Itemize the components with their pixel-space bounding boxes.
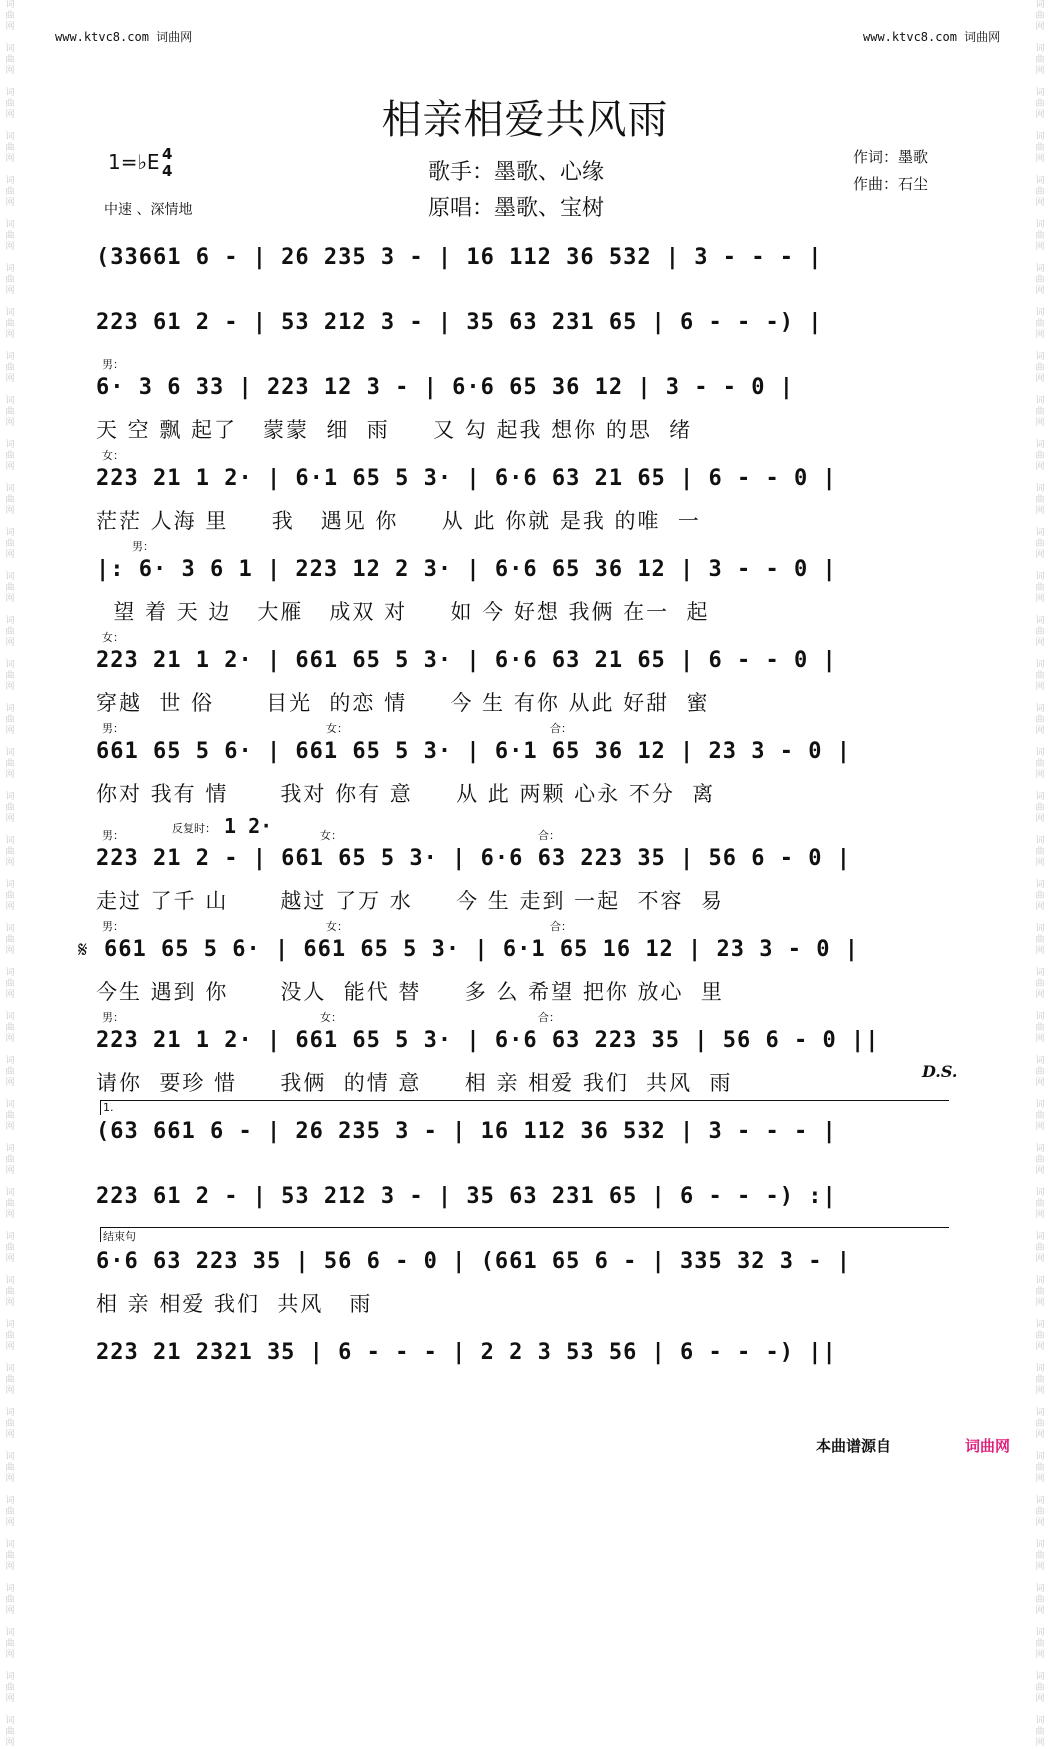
- ending-phrase-bracket: 结束句: [100, 1227, 949, 1242]
- chorus-part-tag: 合：: [550, 920, 572, 933]
- song-title: 相亲相爱共风雨: [381, 97, 669, 143]
- chorus-part-tag: 合：: [550, 722, 572, 735]
- score-row: 223 61 2 - | 53 212 3 - | 35 63 231 65 | 6 - - -) :|: [96, 1184, 837, 1209]
- chorus-part-tag: 合：: [538, 829, 560, 842]
- lyric-line: 你对 我有 情 我对 你有 意 从 此 两颗 心永 不分 离: [96, 782, 716, 806]
- lyric-line: 相 亲 相爱 我们 共风 雨: [96, 1292, 373, 1316]
- score-row: 223 21 1 2· | 661 65 5 3· | 6·6 63 223 35 | 56 6 - 0 ||: [96, 1028, 880, 1053]
- female-part-tag: 女：: [320, 1011, 342, 1024]
- score-row: (63 661 6 - | 26 235 3 - | 16 112 36 532 | 3 - - - |: [96, 1119, 837, 1144]
- score-row: 223 21 1 2· | 6·1 65 5 3· | 6·6 63 21 65 | 6 - - 0 |: [96, 466, 837, 491]
- left-side-watermark: 词 曲 网 词 曲 网 词 曲 网 词 曲 网 词 曲 网 词 曲 网 词 曲 网 词 曲 网 词 曲 网 词 曲 网 词 曲 网 词 曲 网 词 曲 网 词 曲 网 词 曲 网 词 曲 网 词 曲 网 词 曲 网 词 曲 网 词 曲 网 词 曲 网 词 曲 网 词 曲 网 词 曲 网 词 曲 网 词 曲 网 词 曲 网 词 曲 网 词 曲 网 词 曲 网 词 曲 网 词 曲 网 词 曲 网 词 曲 网 词 曲 网 词 曲 网 词 曲 网 词 曲 网 词 曲 网 词 曲 网: [5, 0, 15, 1748]
- lyric-line: 望 着 天 边 大雁 成双 对 如 今 好想 我俩 在一 起: [96, 600, 710, 624]
- repeat-note-notes: 1 2·: [224, 814, 273, 838]
- male-part-tag: 男：: [102, 358, 124, 371]
- lyric-line: 茫茫 人海 里 我 遇见 你 从 此 你就 是我 的唯 一: [96, 509, 701, 533]
- score-row: 223 21 2 - | 661 65 5 3· | 6·6 63 223 35 | 56 6 - 0 |: [96, 846, 851, 871]
- lyric-line: 走过 了千 山 越过 了万 水 今 生 走到 一起 不容 易: [96, 889, 724, 913]
- male-part-tag: 男：: [132, 540, 154, 553]
- score-row: 661 65 5 6· | 661 65 5 3· | 6·1 65 16 12 | 23 3 - 0 |: [104, 937, 859, 962]
- lyric-line: 穿越 世 俗 目光 的恋 情 今 生 有你 从此 好甜 蜜: [96, 691, 710, 715]
- male-part-tag: 男：: [102, 1011, 124, 1024]
- tempo-marking: 中速 、深情地: [104, 202, 193, 218]
- site-url-left[interactable]: www.ktvc8.com 词曲网: [55, 30, 193, 44]
- repeat-note-tag: 反复时：: [172, 822, 216, 835]
- score-row: 223 61 2 - | 53 212 3 - | 35 63 231 65 | 6 - - -) |: [96, 310, 823, 335]
- source-label: 本曲谱源自: [816, 1437, 892, 1455]
- dal-segno-mark: D.S.: [922, 1062, 958, 1081]
- score-row: |: 6· 3 6 1 | 223 12 2 3· | 6·6 65 36 12 | 3 - - 0 |: [96, 557, 837, 582]
- lyric-line: 请你 要珍 惜 我俩 的情 意 相 亲 相爱 我们 共风 雨: [96, 1071, 733, 1095]
- first-ending-bracket: 1.: [100, 1100, 949, 1115]
- time-signature: 4 4: [162, 145, 173, 180]
- male-part-tag: 男：: [102, 920, 124, 933]
- lyric-line: 今生 遇到 你 没人 能代 替 多 么 希望 把你 放心 里: [96, 980, 724, 1004]
- female-part-tag: 女：: [320, 829, 342, 842]
- female-part-tag: 女：: [102, 631, 124, 644]
- right-side-watermark: 词 曲 网 词 曲 网 词 曲 网 词 曲 网 词 曲 网 词 曲 网 词 曲 网 词 曲 网 词 曲 网 词 曲 网 词 曲 网 词 曲 网 词 曲 网 词 曲 网 词 曲 网 词 曲 网 词 曲 网 词 曲 网 词 曲 网 词 曲 网 词 曲 网 词 曲 网 词 曲 网 词 曲 网 词 曲 网 词 曲 网 词 曲 网 词 曲 网 词 曲 网 词 曲 网 词 曲 网 词 曲 网 词 曲 网 词 曲 网 词 曲 网 词 曲 网 词 曲 网 词 曲 网 词 曲 网 词 曲 网: [1035, 0, 1045, 1748]
- site-url-right[interactable]: www.ktvc8.com 词曲网: [863, 30, 1001, 44]
- segno-icon: 𝄋: [78, 938, 88, 963]
- score-row: (33661 6 - | 26 235 3 - | 16 112 36 532 | 3 - - - |: [96, 245, 823, 270]
- singer: 歌手：墨歌、心缘: [428, 160, 605, 185]
- brand-link[interactable]: 词曲网: [965, 1437, 1011, 1455]
- female-part-tag: 女：: [326, 920, 348, 933]
- score-row: 661 65 5 6· | 661 65 5 3· | 6·1 65 36 12 | 23 3 - 0 |: [96, 739, 851, 764]
- female-part-tag: 女：: [326, 722, 348, 735]
- female-part-tag: 女：: [102, 449, 124, 462]
- lyricist: 作词：墨歌: [853, 148, 929, 166]
- chorus-part-tag: 合：: [538, 1011, 560, 1024]
- key-signature: 1=♭E: [108, 150, 160, 174]
- lyric-line: 天 空 飘 起了 蒙蒙 细 雨 又 勾 起我 想你 的思 绪: [96, 418, 693, 442]
- male-part-tag: 男：: [102, 722, 124, 735]
- score-row: 6·6 63 223 35 | 56 6 - 0 | (661 65 6 - | 335 32 3 - |: [96, 1249, 851, 1274]
- score-row: 223 21 1 2· | 661 65 5 3· | 6·6 63 21 65 | 6 - - 0 |: [96, 648, 837, 673]
- composer: 作曲：石尘: [853, 175, 929, 193]
- original-singer: 原唱：墨歌、宝树: [428, 196, 605, 221]
- score-row: 223 21 2321 35 | 6 - - - | 2 2 3 53 56 | 6 - - -) ||: [96, 1340, 837, 1365]
- male-part-tag: 男：: [102, 829, 124, 842]
- score-row: 6· 3 6 33 | 223 12 3 - | 6·6 65 36 12 | 3 - - 0 |: [96, 375, 795, 400]
